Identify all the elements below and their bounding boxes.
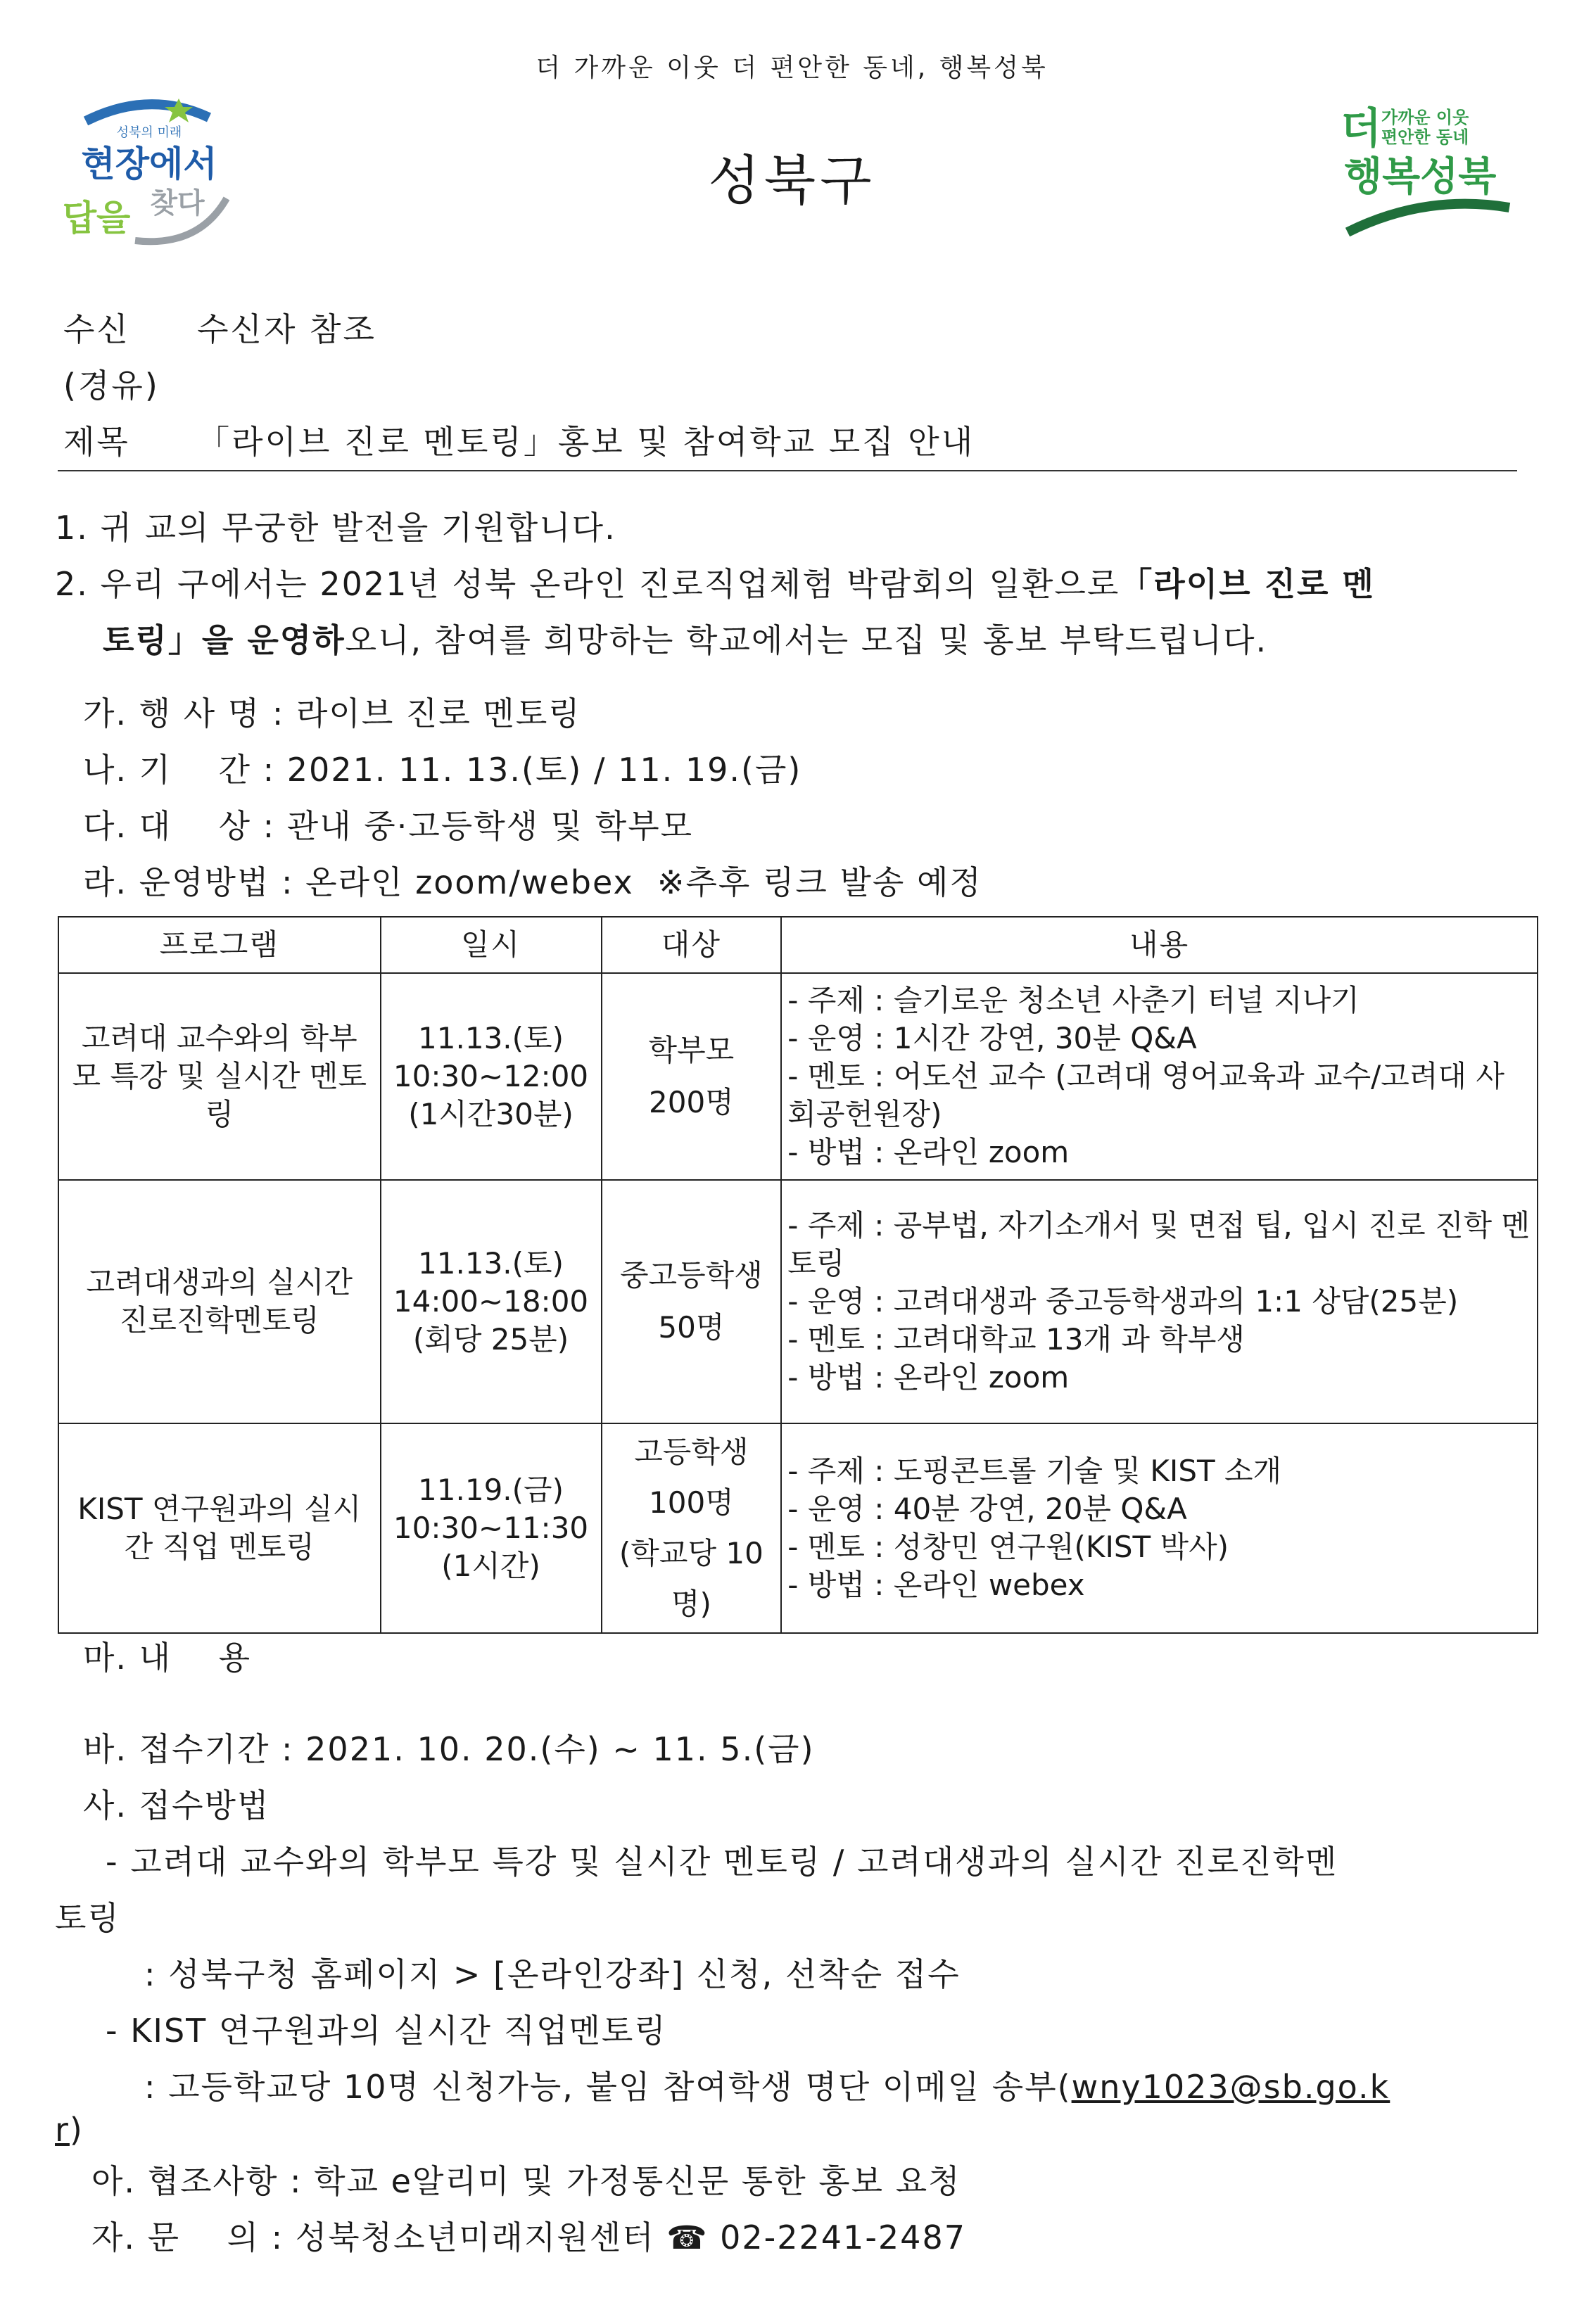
target-cell <box>602 1423 782 1633</box>
method-line-1: - 고려대 교수와의 학부모 특강 및 실시간 멘토링 / 고려대생과의 실시간 진로진학멘 <box>106 1843 1338 1881</box>
method-line-2: : 성북구청 홈페이지 > [온라인강좌] 신청, 선착순 접수 <box>144 1955 961 1993</box>
right-logo <box>1341 102 1523 243</box>
paragraph-2-text-b: 오니, 참여를 희망하는 학교에서는 모집 및 홍보 부탁드립니다. <box>345 621 1268 659</box>
header-divider <box>58 470 1517 471</box>
table-row <box>58 1423 1538 1633</box>
method-line-3: - KIST 연구원과의 실시간 직업멘토링 <box>106 2012 667 2050</box>
recipient-value: 수신자 참조 <box>197 310 376 348</box>
per-school-line: (학교당 10명) <box>619 1536 764 1621</box>
svg-text:성북의 미래: 성북의 미래 <box>116 125 182 140</box>
count-line: 100명 <box>649 1485 734 1520</box>
item-cooperation: 아. 협조사항 : 학교 e알리미 및 가정통신문 통한 홍보 요청 <box>91 2162 961 2200</box>
slogan: 더 가까운 이웃 더 편안한 동네, 행복성북 <box>536 53 1048 82</box>
svg-text:현장에서: 현장에서 <box>81 144 217 184</box>
header-content: 내용 <box>781 917 1538 973</box>
paragraph-2-bold-a: 「라이브 진로 멘 <box>1120 565 1375 603</box>
content-operation: - 운영 : 40분 강연, 20분 Q&A <box>787 1492 1187 1526</box>
via-row: (경유) <box>63 367 160 405</box>
paragraph-1: 1. 귀 교의 무궁한 발전을 기원합니다. <box>55 509 616 547</box>
method-line-4-cont <box>55 2111 84 2149</box>
program-cell: 고려대생과의 실시간 진로진학멘토링 <box>58 1180 381 1423</box>
content-operation: - 운영 : 고려대생과 중고등학생과의 1:1 상담(25분) <box>787 1284 1459 1319</box>
svg-text:행복성북: 행복성북 <box>1344 154 1497 200</box>
program-cell: 고려대 교수와의 학부모 특강 및 실시간 멘토링 <box>58 973 381 1180</box>
time-line: 10:30~11:30 <box>393 1511 589 1545</box>
email-link-cont[interactable]: r <box>55 2111 70 2149</box>
target-line: 고등학생 <box>634 1435 749 1469</box>
count-line: 50명 <box>658 1310 725 1345</box>
svg-text:편안한 동네: 편안한 동네 <box>1381 127 1469 147</box>
svg-text:더: 더 <box>1341 104 1381 153</box>
item-period: 나. 기 간 : 2021. 11. 13.(토) / 11. 19.(금) <box>83 751 802 789</box>
header-date: 일시 <box>381 917 602 973</box>
duration-line: (회당 25분) <box>412 1322 569 1357</box>
duration-line: (1시간) <box>441 1549 540 1583</box>
item-target: 다. 대 상 : 관내 중·고등학생 및 학부모 <box>83 807 694 845</box>
item-inquiry: 자. 문 의 : 성북청소년미래지원센터 ☎ 02-2241-2487 <box>91 2218 966 2256</box>
content-cell <box>781 1180 1538 1423</box>
content-method: - 방법 : 온라인 zoom <box>787 1135 1070 1169</box>
program-cell: KIST 연구원과의 실시간 직업 멘토링 <box>58 1423 381 1633</box>
content-method: - 방법 : 온라인 zoom <box>787 1360 1070 1395</box>
date-cell <box>381 973 602 1180</box>
content-mentor: - 멘토 : 성창민 연구원(KIST 박사) <box>787 1530 1229 1564</box>
table-row <box>58 973 1538 1180</box>
target-cell <box>602 1180 782 1423</box>
date-line: 11.19.(금) <box>418 1473 564 1507</box>
method-line-4-end: ) <box>69 2111 84 2149</box>
content-topic: - 주제 : 도핑콘트롤 기술 및 KIST 소개 <box>787 1454 1282 1488</box>
content-topic: - 주제 : 공부법, 자기소개서 및 면접 팁, 입시 진로 진학 멘토링 <box>787 1208 1531 1281</box>
item-event-name: 가. 행 사 명 : 라이브 진로 멘토링 <box>83 694 581 732</box>
method-line-1-cont: 토링 <box>55 1899 120 1937</box>
content-mentor: - 멘토 : 어도선 교수 (고려대 영어교육과 교수/고려대 사회공헌원장) <box>787 1059 1504 1131</box>
program-table <box>58 916 1538 1634</box>
page-title: 성북구 <box>708 149 876 212</box>
svg-text:가까운 이웃: 가까운 이웃 <box>1381 108 1469 127</box>
svg-text:찾다: 찾다 <box>150 187 205 220</box>
paragraph-2-line2 <box>103 615 1267 661</box>
date-line: 11.13.(토) <box>418 1246 564 1281</box>
count-line: 200명 <box>649 1085 734 1119</box>
target-line: 학부모 <box>648 1033 735 1067</box>
subject-label: 제목 <box>63 423 130 461</box>
target-cell <box>602 973 782 1180</box>
item-method: 라. 운영방법 : 온라인 zoom/webex ※추후 링크 발송 예정 <box>83 863 982 901</box>
svg-text:답을: 답을 <box>62 198 131 239</box>
header-target: 대상 <box>602 917 782 973</box>
content-cell <box>781 1423 1538 1633</box>
time-line: 14:00~18:00 <box>393 1284 589 1319</box>
recipient-label: 수신 <box>63 310 130 348</box>
item-application-method: 사. 접수방법 <box>83 1786 270 1824</box>
method-line-4 <box>144 2062 1390 2108</box>
method-line-4-text: : 고등학교당 10명 신청가능, 붙임 참여학생 명단 이메일 송부( <box>144 2068 1072 2106</box>
target-line: 중고등학생 <box>619 1258 763 1293</box>
table-header-row <box>58 917 1538 973</box>
recipient-row <box>63 304 376 350</box>
date-cell <box>381 1423 602 1633</box>
content-operation: - 운영 : 1시간 강연, 30분 Q&A <box>787 1021 1197 1055</box>
duration-line: (1시간30분) <box>408 1097 574 1131</box>
content-mentor: - 멘토 : 고려대학교 13개 과 학부생 <box>787 1322 1245 1357</box>
paragraph-2-text-a: 2. 우리 구에서는 2021년 성북 온라인 진로직업체험 박람회의 일환으로 <box>55 565 1120 603</box>
email-link[interactable]: wny1023@sb.go.k <box>1071 2068 1390 2106</box>
time-line: 10:30~12:00 <box>393 1059 589 1093</box>
content-method: - 방법 : 온라인 webex <box>787 1568 1085 1602</box>
content-topic: - 주제 : 슬기로운 청소년 사춘기 터널 지나기 <box>787 983 1360 1017</box>
header-program: 프로그램 <box>58 917 381 973</box>
subject-value: 「라이브 진로 멘토링」홍보 및 참여학교 모집 안내 <box>197 423 975 461</box>
date-cell <box>381 1180 602 1423</box>
item-application-period: 바. 접수기간 : 2021. 10. 20.(수) ~ 11. 5.(금) <box>83 1730 815 1768</box>
paragraph-2-bold-b: 토링」을 운영하 <box>103 621 346 659</box>
table-row <box>58 1180 1538 1423</box>
subject-row <box>63 417 975 463</box>
content-cell <box>781 973 1538 1180</box>
paragraph-2-line1 <box>55 559 1375 605</box>
item-content: 마. 내 용 <box>83 1639 252 1677</box>
date-line: 11.13.(토) <box>418 1021 564 1055</box>
